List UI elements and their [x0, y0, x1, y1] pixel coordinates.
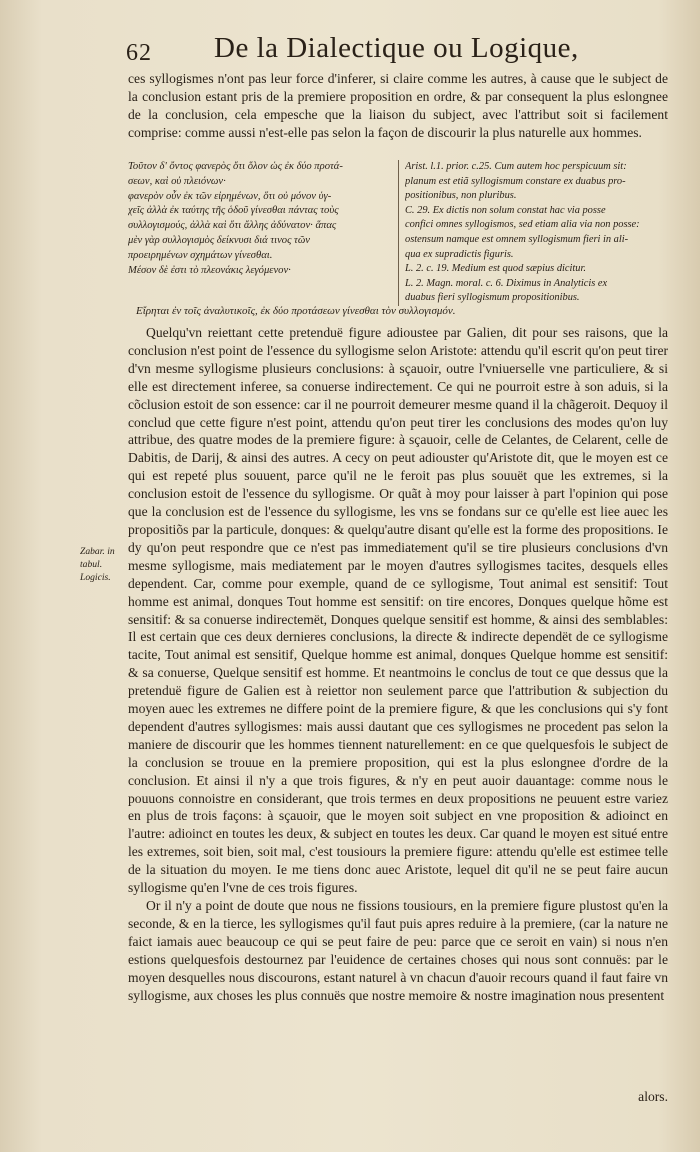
greek-line: Τοῦτον δ' ὄντος φανερὸς ὅτι ὅλον ὡς ἐκ δύο προτά- — [128, 161, 343, 172]
body-paragraph: Quelqu'vn reiettant cette pretenduë figure adioustee par Galien, dit pour ses raisons, que la conclusion n'est point de l'essence du syllogisme selon Aristote: attendu qu'il escrit qu'on peut tirer d'vn mesme syllogisme plusieurs conclusions: à sçauoir, outre l'vniuerselle vne particuliere, & si elle est directement inferee, sa conuerse indirectement. Ce qui ne pourroit estre à son aduis, si la cõclusion estoit de son essence: car il ne pourroit demeurer mesme quand il la chãgeroit. Dequoy il conclud que cette figure n'est point, attendu qu'on peut tirer les conclusions des modes qu'on luy attribue, des quatre modes de la premiere figure: à sçauoir, celle de Celantes, de Celarent, celle de Dabitis, de Darij, & ainsi des autres. A cecy on peut adiouster qu'Aristote dit, que le moyen est ce qui est repeté plus souuent, parce qu'il ne le feroit pas plus souuët que les extremes, si la conclusion estoit de l'essence du syllogisme. Or quãt à moy pour laisser à part l'opinion qui pose que la conclusion est de l'essence du syllogisme, les vns se fondans sur ce qu'elle est liee auec les propositiõs par la particule, donques: & quelqu'autre disant qu'elle est la forme des propositions. Ie dy qu'on peut respondre que ce n'est pas immediatement qu'il se tire plusieurs conclusions d'vn mesme syllogisme, mais mediatement par le moyen d'autres syllogismes tacites, desquels elles dependent. Car, comme pour exemple, quand de ce syllogisme, Tout animal est sensitif: Tout homme est animal, donques Tout homme est sensitif: on tire encores, Donques quelque hõme est sensitif: & sa conuerse indirectemët, Donques quelque sensitif est homme, & ainsi des semblables: Il est certain que ces deux dernieres conclusions, la directe & indirecte dependët de ce syllogisme tacite, Tout animal est sensitif, Quelque homme est animal, donques Quelque homme est sensitif: & sa conuerse, Quelque sensitif est homme. Et neantmoins le conclus de tout ce que dessus que la pretenduë figure de Galien est à reiettor non seulement parce que l'attribution & subjection du moyen auec les extremes ne differe point de la premiere figure, & que les conclusions qui s'y font dependent d'autres syllogismes: mais aussi dautant que ces syllogismes ne procedent pas selon la maniere de discourir que les hommes tiennent naturellement: en ce que quelquesfois le subject de la conclusion se trouue en la premiere proposition, qui est la plus eslongnee d'ordre de la conclusion. Et ainsi il n'y a que trois figures, & n'y en peut auoir dauantage: comme nous le pouuons connoistre en considerant, que trois termes en deux propositions ne peuuent estre variez en plus de trois façons: à sçauoir, que le moyen soit subject en vne proposition & adioinct en l'autre: adioinct en toutes les deux, & subject en toutes les deux. Car quand le moyen est situé entre les extremes, soit bien, soit mal, c'est tousiours la premiere figure: attendu qu'elle est estimee telle de la situation du moyen. Ie me tiens donc auec Aristote, lequel dit qu'il ne se peut faire aucun syllogisme qu'en l'vne de ces trois figures. — [128, 325, 668, 896]
latin-citations — [398, 160, 675, 306]
latin-line: confici omnes syllogismos, sed etiam alia via non posse: — [405, 219, 640, 231]
main-body — [128, 324, 668, 1004]
greek-line: προειρημένων σχημάτων γίνεσθαι. — [128, 249, 273, 261]
latin-line: L. 2. Magn. moral. c. 6. Diximus in Analyticis ex — [405, 277, 608, 289]
greek-closing-line: Εἴρηται ἐν τοῖς ἀναλυτικοῖς, ἐκ δύο προτάσεων γίνεσθαι τὸν συλλογισμόν. — [136, 305, 456, 317]
greek-line: χεῖς ἀλλὰ ἐκ ταύτης τῆς ὁδοῦ γίνεσθαι πάντας τοὺς — [128, 205, 339, 217]
latin-line: ostensum namque est omnem syllogismum fieri in ali- — [405, 233, 629, 245]
page-number: 62 — [126, 40, 152, 66]
greek-line: φανερὸν οὖν ἐκ τῶν εἰρημένων, ὅτι οὐ μόνον ὑγ- — [128, 190, 332, 202]
intro-paragraph — [128, 70, 668, 142]
latin-line: duabus fieri syllogismum propositionibus. — [405, 292, 580, 304]
greek-line: συλλογισμούς, ἀλλὰ καὶ ὅτι ἄλλης ἀδύνατον· ἅπας — [128, 220, 337, 232]
latin-line: qua ex supradictis figuris. — [405, 248, 514, 260]
greek-line: σεων, καὶ οὐ πλειόνων· — [128, 175, 226, 187]
latin-line: C. 29. Ex dictis non solum constat hac via posse — [405, 204, 606, 216]
greek-line: μὲν γὰρ συλλογισμὸς δείκνυσι διά τινος τῶν — [128, 234, 311, 246]
catchword: alors. — [638, 1089, 668, 1104]
greek-quotation — [128, 160, 390, 278]
latin-line: L. 2. c. 19. Medium est quod sæpius dicitur. — [405, 263, 586, 275]
intro-text: ces syllogismes n'ont pas leur force d'inferer, si claire comme les autres, à cause que le subject de la conclusion estant pris de la premiere proposition en ordre, & par consequent la plus eslongnee de la conclusion, cela empesche que la liaison du subject, avec l'attribut soit si facilement comprise: comme aussi n'est-elle pas selon la façon de discourir la plus naturelle aux hommes. — [128, 71, 668, 140]
greek-line: Μέσον δὲ ἐστι τὸ πλεονάκις λεγόμενον· — [128, 264, 291, 276]
body-paragraph: Or il n'y a point de doute que nous ne fissions tousiours, en la premiere figure plustost qu'en la seconde, & en la tierce, les syllogismes qu'il faut puis apres reduire à la premiere, (car la nature ne faict iamais auec beaucoup ce qui se peut faire de peu: parce que ce seroit en vain) si nous n'en estions quelquesfois destournez par l'euidence de certaines choses qui nous sont connuës: par le moyen desquelles nous discourons, estant naturel à vn chacun d'auoir recours quand il faut faire vn syllogisme, aux choses les plus connuës que nostre memoire & nostre imagination nous presentent — [128, 898, 668, 1003]
latin-line: Arist. l.1. prior. c.25. Cum autem hoc perspicuum sit: — [405, 161, 627, 172]
latin-line: positionibus, non pluribus. — [405, 190, 517, 202]
margin-note: Zabar. in tabul. Logicis. — [80, 546, 115, 583]
running-head: De la Dialectique ou Logique, — [214, 32, 579, 64]
latin-line: planum est etiã syllogismum constare ex duabus pro- — [405, 175, 626, 187]
